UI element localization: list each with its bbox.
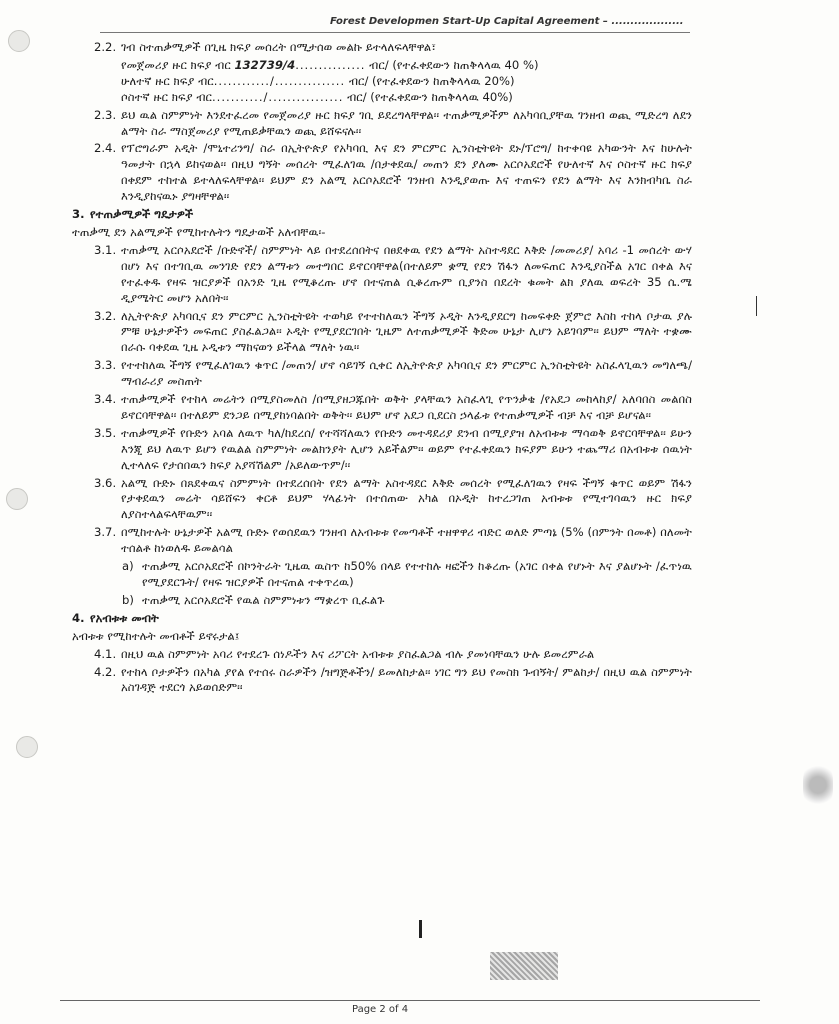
section-number: 3. — [72, 207, 85, 222]
clause-text: ገብ ስተጠቃሚዎች በጊዜ ክፍያ መሰረት በሚታሰወ መልኩ ይተላለፍላቸዋል፣ — [121, 40, 436, 54]
official-stamp — [490, 952, 558, 980]
punch-hole — [8, 30, 30, 52]
clause-number: 4.1. — [94, 646, 117, 661]
clause-number: 3.4. — [94, 392, 117, 407]
clause-number: 2.3. — [94, 107, 117, 122]
clause-number: 2.2. — [94, 40, 117, 54]
sub-clause-b — [72, 593, 692, 609]
clause-text: ይህ ዉል ስምምነት እንደተፈረመ የመጀመሪያ ዙር ክፍያ ገቢ ይደረግላቸዋል፡፡ ተጠቃሚዎችም ለአካባቢያቸዉ ገንዘብ ወጪ ሚድረግ ለደን ልማት ስራ ማስጀመሪያ የሚጠይቃቸዉን ወጪ ይሸፍናሉ፡፡ — [121, 107, 692, 138]
payment-line-2: ሁለተኛ ዙር ክፍያ ብር............/............... ብር/ (የተፈቀደውን ከጠቅላላዉ 20%) — [121, 73, 515, 88]
clause-3-4 — [72, 392, 692, 424]
payment-line-3: ሶስተኛ ዙር ክፍያ ብር.........../................ ብር/ (የተፈቀደውን ከጠቅላላዉ 40%) — [121, 89, 513, 104]
clause-text: በዚህ ዉል ስምምነት አባሪ የተደረጉ ሰነዶችን እና ሪፖርት አብቱቱ ያስፈልጋል ብሉ ያመነባቸዉን ሁሉ ይመረምራል — [121, 646, 595, 661]
sub-clause-text: ተጠቃሚ አርሶአደሮች የዉል ስምምነቱን ማቋረጥ ቢፈልጉ — [142, 592, 385, 607]
sub-clause-text: ተጠቃሚ አርሶአደሮች በኮንትራት ጊዜዉ ዉስጥ ከ50% በላይ የተተከሉ ዛፎችን ከቆረጡ (አገር በቀል የሆኑት እና ያልሆኑት /ፈጥነዉ የሚያደርጉት/ የዛፍ ዝርያዎች በተናጠል ተቀጥረዉ) — [142, 559, 692, 589]
clause-number: 2.4. — [94, 141, 117, 156]
clause-4-2 — [72, 665, 692, 697]
ink-mark — [419, 920, 422, 938]
footer-rule — [60, 1000, 760, 1001]
document-body — [72, 40, 692, 698]
section-4-heading — [72, 611, 692, 627]
clause-text: ተጠቃሚዎች የተከላ መሬትን በሚያስመለስ /በሚያዘጋጁበት ወቅት ያላቸዉን አስፈላጊ የጥንቃቄ /የአደጋ መከላከያ/ አለባበስ መልበስ ይኖርባቸዋል፡፡ በተለይም ደንጋይ በሚያከነባልበት ወቅት፡፡ ይህም ሆኖ አደጋ ቢደርስ ኃላፊቱ የተጠቃሚዎች ብቻ እና ብቻ ይሆናል፡፡ — [121, 392, 692, 422]
clause-3-7 — [72, 525, 692, 557]
clause-number: 3.7. — [94, 525, 117, 540]
sub-clause-letter: b) — [122, 592, 134, 607]
page-header — [330, 16, 684, 27]
header-rule — [100, 32, 690, 33]
section-3-intro: ተጠቃሚ ደን አልሚዎች የሚከተሉትን ግዴታወች አለብቸዉ፡- — [72, 224, 326, 239]
section-number: 4. — [72, 610, 85, 625]
header-title: Forest Developmen Start-Up Capital Agreement – — [330, 16, 608, 27]
clause-text: ተጠቃሚዎች የቡድን አባል ለዉጥ ካለ/ከደረሰ/ የተሻሻለዉን የቡድን መተዳደሪያ ደንብ በሚያያዝ ለአብቱቱ ማሳወቅ ይኖርባቸዋል፡፡ ይሁን እንጂ ይህ ለዉጥ ይሆን የዉልል ስምምነት መልክንያት ሊሆን አይችልም፡፡ ወይም የተፈቀደዉን ክፍያም ይሁን ተጨማሪ በአብቱቱ ሰዉነት ሊተላለፍ የታሰበዉን ክፍያ አያሻሽልም /አይለውጥም/፡፡ — [121, 425, 692, 472]
clause-text: በሚከተሉት ሁኔታዎች አልሚ ቡድኑ የወሰደዉን ገንዘብ ለአብቱቱ የመጣቶች ተዘዋዋሪ ብድር ወለድ ምጣኔ (5% (በምንት በመቶ) በለመት ተሰልቶ ከነወለዱ ይመልሳል — [121, 525, 692, 556]
clause-text: የተተከለዉ ችግኝ የሚፈለገዉን ቁጥር /መጠን/ ሆኖ ሳይገኝ ሲቀር ለኢትዮጵያ አካባቢና ደን ምርምር ኢንስቲትዩት አስፈላጊዉን መግለጫ/ማብራሪያ መስጠት — [121, 358, 692, 389]
clause-number: 3.5. — [94, 425, 117, 440]
clause-number: 3.3. — [94, 358, 117, 373]
sub-clause-a — [72, 559, 692, 591]
clause-text: የተከላ ቦታዎችን በአካል ያየል የተሰሩ ስራዎችን /ዝግጅቶችን/ ይመለከታል፡፡ ነገር ግን ይህ የመስክ ጉብኝት/ ምልከታ/ በዚህ ዉል ስምምነት አስገዳጅ ተደርጎ አይወሰድም፡፡ — [121, 664, 692, 695]
clause-2-3 — [72, 108, 692, 140]
clause-3-5 — [72, 426, 692, 474]
clause-number: 3.1. — [94, 242, 117, 257]
margin-mark — [756, 296, 757, 316]
clause-2-2 — [72, 40, 692, 56]
clause-3-3 — [72, 358, 692, 390]
section-3-heading — [72, 207, 692, 223]
clause-number: 4.2. — [94, 664, 117, 679]
punch-hole — [16, 736, 38, 758]
clause-text: የፕሮግራም አዲት /ሞኒተሪንግ/ ስራ በኢትዮጵያ የአካባቢ እና ደን ምርምር ኢንስቲትዩት ደኑ/ፕሮግ/ ከተቀባዩ አካውንት እና ከሁሉት ዓመታት በኋላ ይከናወል፡፡ በዚህ ግኝት መሰረት ሚፈለገዉ /በታቀደዉ/ መጠን ደን ያለሙ አርሶአደሮች የሁለተኛ እና ሶስተኛ ዙር ክፍያ በቀደም ተከተል ይተላለፍላቸዋል፡፡ ይህም ደን አልሚ አርሶአደሮች ገንዘብ እንዲያወጡ እና ተጠፍን የደን ልማት እና እንክብካቤ ስራ እንዲያከናዉኑ ያግዛቸዋል፡፡ — [121, 141, 692, 204]
section-4-intro: አብቱቱ የሚከተሉት መብቶች ይኖሩታል፤ — [72, 628, 240, 643]
clause-text: ለኢትዮጵያ አካባቢና ደን ምርምር ኢንስቲትዩት ተወካይ የተተከለዉን ችግኝ ኦዲት እንዲያደርግ ከመፍቀድ ጀምሮ እስከ ተከላ ቦታዉ ያሉ ምቹ ሁኔታዎችን መፍጠር ያስፈልጋል፡፡ ኦዲት የሚያደርገበት ጊዜም ለተጠቃሚዎች ቅድመ ሁኔታ ሊሆን አይገባም፡፡ ይህም ማለት ተቋሙ በራሱ ባቀደዉ ጊዜ ኦዲቱን ማከናወን ይችላል ማለት ነዉ፡፡ — [121, 308, 692, 355]
clause-number: 3.6. — [94, 475, 117, 490]
clause-3-1 — [72, 243, 692, 307]
section-title: የአብቱቱ መብት — [90, 610, 159, 625]
clause-number: 3.2. — [94, 308, 117, 323]
handwritten-amount: 132739/4 — [234, 57, 296, 72]
clause-3-6 — [72, 476, 692, 524]
clause-text: አልሚ ቡድኑ በጸደቀዉና ስምምነት በተደረሰበት የደን ልማት አስተዳደር እቅድ መሰረት የሚፈለገዉን የዛፍ ችግኝ ቁጥር ወይም ሽፋን የታቀደዉን መሬት ሳይሸፍን ቀርቶ ይህም ሃላፊነት በተሰጠው አካል በኦዲት ከተረጋገጠ አብቱቱ የሚተገባዉን ዙር ክፍያ ለያስተላልፍላቸዉም፡፡ — [121, 475, 692, 522]
sub-clause-letter: a) — [122, 559, 134, 574]
section-title: የተጠቃሚዎች ግዴታዎች — [90, 207, 194, 222]
payment-line-1: የመጀመሪያ ዙር ክፍያ ብር 132739/4............... ብር/ (የተፈቀደውን ከጠቅላላዉ 40 %) — [121, 57, 539, 72]
clause-text: ተጠቃሚ አርሶአደሮች /ቡድኖች/ ስምምነት ላይ በተደረሰበትና በፀደቀዉ የደን ልማት አስተዳደር እቅድ /መመሪያ/ አባሪ -1 መሰረት ውሃ በሆነ እና በተገቢዉ መንገድ የደን ልማቱን መተግበር ይኖርባቸዋል(በተለይም ቋሚ የደን ሽፋን ለመፍጠር እንዲያስችል አገር በቀል እና የተፈቀዱ የዛፍ ዝርያዎች በአንድ ጊዜ የሚቆረጡ ሆኖ በተናጠል ሲቆረጡም ቢያንስ በደረት ቁመት ልክ ያለዉ ወፍረት 35 ሴ.ሜ ዲያሜትር መሆን አለበት፡፡ — [121, 242, 692, 305]
clause-3-2 — [72, 309, 692, 357]
page-number: Page 2 of 4 — [352, 1004, 409, 1015]
header-blank: ................... — [611, 16, 684, 27]
clause-4-1 — [72, 647, 692, 663]
punch-hole — [6, 488, 28, 510]
ink-blot — [803, 762, 833, 808]
clause-2-4 — [72, 141, 692, 205]
